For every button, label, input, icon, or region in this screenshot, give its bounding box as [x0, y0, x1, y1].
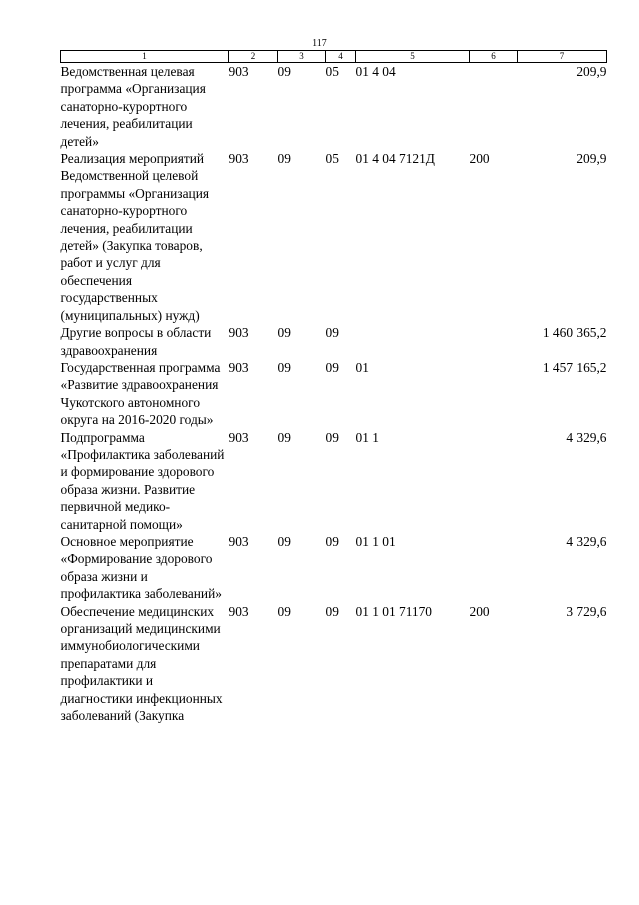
- page-number: 117: [312, 38, 327, 49]
- expense-type-code: [470, 63, 518, 151]
- table-row: [61, 429, 607, 533]
- budget-table: [60, 50, 607, 724]
- table-row: [61, 324, 607, 359]
- amount: 4 329,6: [566, 429, 607, 445]
- table-row: [61, 150, 607, 324]
- column-header: 2: [229, 51, 278, 63]
- amount: 4 329,6: [566, 533, 607, 549]
- column-header: 4: [326, 51, 356, 63]
- table-row: [61, 359, 607, 429]
- ministry-code: 903: [228, 533, 249, 549]
- amount: 3 729,6: [566, 603, 607, 619]
- ministry-code: 903: [228, 359, 249, 375]
- subsection-code: 09: [325, 429, 339, 445]
- column-header: 6: [470, 51, 518, 63]
- section-code: 09: [277, 64, 291, 79]
- expense-type-code: 200: [469, 603, 490, 619]
- item-name: Другие вопросы в области здравоохранения: [60, 325, 212, 358]
- table-row: [61, 63, 607, 151]
- ministry-code: 903: [228, 325, 249, 341]
- item-name: Основное мероприятие «Формирование здорового образа жизни и профилактика заболеваний»: [60, 533, 222, 602]
- section-code: 09: [277, 359, 291, 375]
- target-item-code: 01 1: [355, 429, 379, 445]
- column-number-row: [61, 51, 607, 63]
- amount: 1 460 365,2: [542, 325, 607, 341]
- section-code: 09: [277, 533, 291, 549]
- ministry-code: 903: [228, 151, 249, 167]
- expense-type-code: [470, 324, 518, 359]
- ministry-code: 903: [228, 64, 249, 79]
- expense-type-code: [470, 429, 518, 533]
- subsection-code: 05: [325, 64, 339, 79]
- item-name: Ведомственная целевая программа «Организация санаторно-курортного лечения, реабилитации детей»: [60, 64, 206, 149]
- subsection-code: 09: [325, 325, 339, 341]
- subsection-code: 09: [325, 359, 339, 375]
- target-item-code: 01 1 01 71170: [355, 603, 432, 619]
- item-name: Обеспечение медицинских организаций медицинскими иммунобиологическими препаратами для профилактики и диагностики инфекционных заболеваний (Закупка: [60, 603, 223, 724]
- subsection-code: 05: [325, 151, 339, 167]
- target-item-code: 01 4 04 7121Д: [355, 151, 435, 167]
- expense-type-code: [470, 359, 518, 429]
- target-item-code: 01: [355, 359, 369, 375]
- target-item-code: [356, 324, 470, 359]
- ministry-code: 903: [228, 429, 249, 445]
- column-header: 5: [356, 51, 470, 63]
- amount: 209,9: [576, 64, 607, 79]
- section-code: 09: [277, 603, 291, 619]
- ministry-code: 903: [228, 603, 249, 619]
- column-header: 7: [518, 51, 607, 63]
- section-code: 09: [277, 429, 291, 445]
- target-item-code: 01 1 01: [355, 533, 396, 549]
- table-row: [61, 533, 607, 603]
- expense-type-code: 200: [469, 151, 490, 167]
- column-header: 3: [278, 51, 326, 63]
- section-code: 09: [277, 151, 291, 167]
- expense-type-code: [470, 533, 518, 603]
- target-item-code: 01 4 04: [355, 64, 396, 79]
- item-name: Реализация мероприятий Ведомственной целевой программы «Организация санаторно-курортного лечения, реабилитации детей» (Закупка товаров, работ и услуг для обеспечения государственных (муниципальных) нужд): [60, 151, 210, 323]
- subsection-code: 09: [325, 533, 339, 549]
- item-name: Государственная программа «Развитие здравоохранения Чукотского автономного округа на 2016-2020 годы»: [60, 359, 221, 428]
- table-row: [61, 603, 607, 725]
- amount: 1 457 165,2: [542, 359, 607, 375]
- item-name: Подпрограмма «Профилактика заболеваний и формирование здорового образа жизни. Развитие первичной медико-санитарной помощи»: [60, 429, 225, 532]
- amount: 209,9: [576, 151, 607, 167]
- section-code: 09: [277, 325, 291, 341]
- column-header: 1: [61, 51, 229, 63]
- subsection-code: 09: [325, 603, 339, 619]
